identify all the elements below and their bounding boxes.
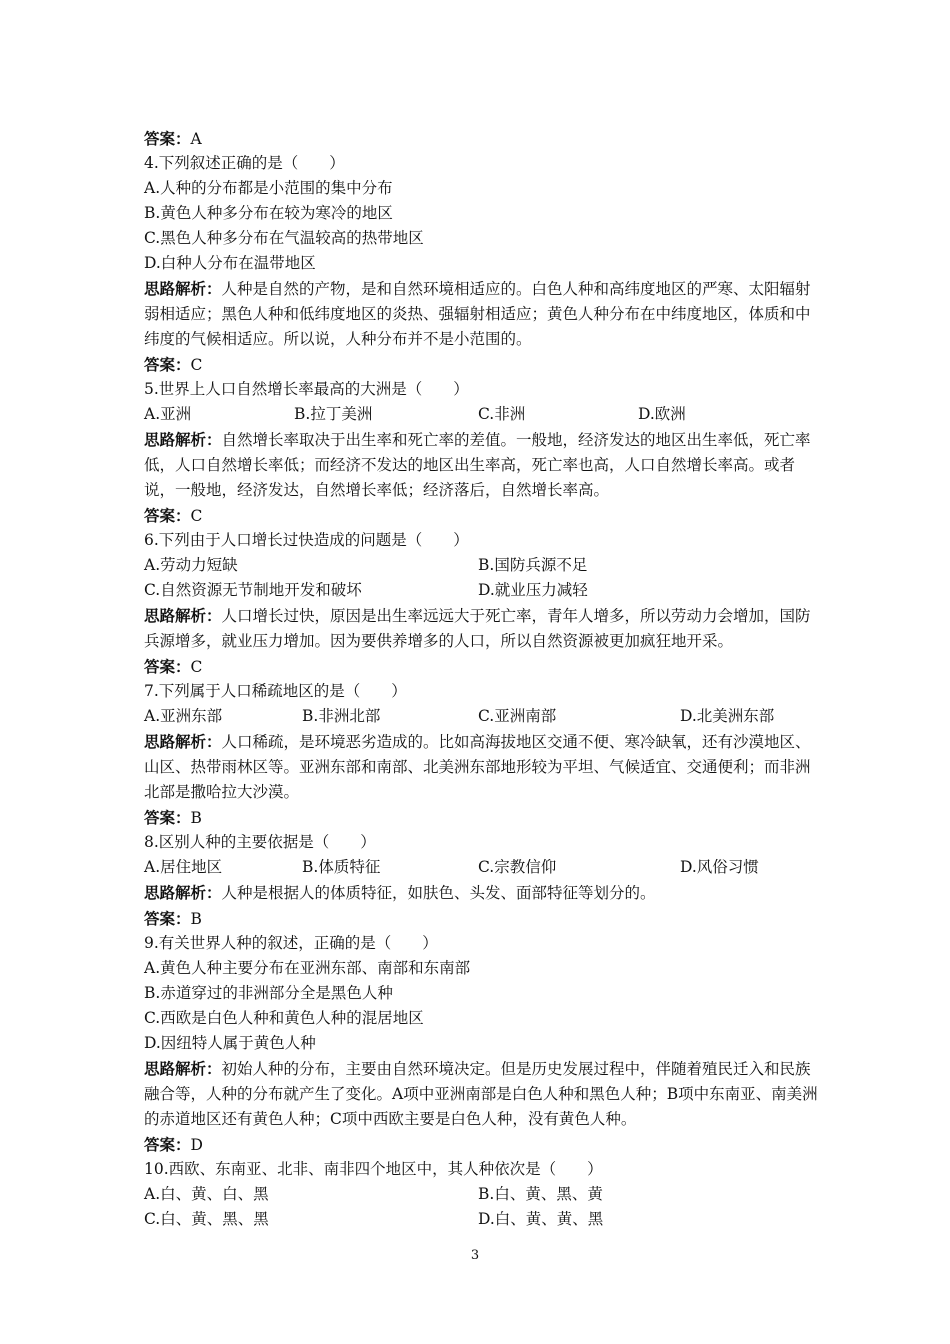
option-row	[144, 704, 824, 729]
option: B.黄色人种多分布在较为寒冷的地区	[144, 204, 393, 222]
option: B.体质特征	[302, 858, 381, 876]
option: A.劳动力短缺	[144, 556, 238, 574]
option: C.自然资源无节制地开发和破坏	[144, 581, 362, 599]
analysis: 思路解析：人种是自然的产物，是和自然环境相适应的。白色人种和高纬度地区的严寒、太阳辐射弱相适应；黑色人种和低纬度地区的炎热、强辐射相适应；黄色人种分布在中纬度地区，体质和中纬度的气候相适应。所以说，人种分布并不是小范围的。	[144, 279, 811, 348]
option: C.宗教信仰	[478, 858, 557, 876]
option-row	[144, 553, 824, 578]
question-stem: 7.下列属于人口稀疏地区的是（ ）	[144, 682, 407, 700]
option-row	[144, 578, 824, 603]
prev-answer: 答案：A	[144, 129, 202, 148]
option: A.人种的分布都是小范围的集中分布	[144, 179, 393, 197]
option: B.非洲北部	[302, 707, 381, 725]
question-stem: 10.西欧、东南亚、北非、南非四个地区中，其人种依次是（ ）	[144, 1160, 603, 1178]
option: A.黄色人种主要分布在亚洲东部、南部和东南部	[144, 959, 471, 977]
option: B.拉丁美洲	[294, 405, 373, 423]
question-stem: 9.有关世界人种的叙述，正确的是（ ）	[144, 934, 438, 952]
question-stem: 4.下列叙述正确的是（ ）	[144, 154, 345, 172]
option: B.白、黄、黑、黄	[478, 1185, 603, 1203]
answer: 答案：C	[144, 506, 203, 525]
option: D.欧洲	[638, 405, 686, 423]
analysis: 思路解析：自然增长率取决于出生率和死亡率的差值。一般地，经济发达的地区出生率低，死亡率低，人口自然增长率低；而经济不发达的地区出生率高，死亡率也高，人口自然增长率高。或者说，一般地，经济发达，自然增长率低；经济落后，自然增长率高。	[144, 430, 811, 499]
option: A.亚洲东部	[144, 707, 223, 725]
option: B.赤道穿过的非洲部分全是黑色人种	[144, 984, 393, 1002]
option: A.白、黄、白、黑	[144, 1185, 269, 1203]
option: D.就业压力减轻	[478, 581, 588, 599]
page-number: 3	[470, 1248, 480, 1263]
option: C.白、黄、黑、黑	[144, 1210, 269, 1228]
option: A.居住地区	[144, 858, 223, 876]
option: B.国防兵源不足	[478, 556, 588, 574]
analysis: 思路解析：人口增长过快，原因是出生率远远大于死亡率，青年人增多，所以劳动力会增加，国防兵源增多，就业压力增加。因为要供养增多的人口，所以自然资源被更加疯狂地开采。	[144, 606, 811, 650]
option: D.北美洲东部	[680, 707, 775, 725]
option: D.因纽特人属于黄色人种	[144, 1034, 316, 1052]
option-row	[144, 1182, 824, 1207]
option: C.黑色人种多分布在气温较高的热带地区	[144, 229, 424, 247]
option: C.西欧是白色人种和黄色人种的混居地区	[144, 1009, 424, 1027]
document-page	[144, 126, 824, 1232]
question-stem: 6.下列由于人口增长过快造成的问题是（ ）	[144, 531, 469, 549]
analysis: 思路解析：人口稀疏，是环境恶劣造成的。比如高海拔地区交通不便、寒冷缺氧，还有沙漠地区、山区、热带雨林区等。亚洲东部和南部、北美洲东部地形较为平坦、气候适宜、交通便利；而非洲北部是撒哈拉大沙漠。	[144, 732, 811, 801]
option: D.风俗习惯	[680, 858, 759, 876]
option: A.亚洲	[144, 405, 192, 423]
answer: 答案：C	[144, 657, 203, 676]
answer: 答案：B	[144, 808, 202, 827]
option: C.亚洲南部	[478, 707, 557, 725]
answer: 答案：D	[144, 1135, 203, 1154]
question-stem: 5.世界上人口自然增长率最高的大洲是（ ）	[144, 380, 469, 398]
option-row	[144, 402, 824, 427]
analysis: 思路解析：初始人种的分布，主要由自然环境决定。但是历史发展过程中，伴随着殖民迁入和民族融合等，人种的分布就产生了变化。A项中亚洲南部是白色人种和黑色人种；B项中东南亚、南美洲的赤道地区还有黄色人种；C项中西欧主要是白色人种，没有黄色人种。	[144, 1059, 818, 1128]
option: C.非洲	[478, 405, 526, 423]
answer: 答案：C	[144, 355, 203, 374]
option-row	[144, 855, 824, 880]
analysis: 思路解析：人种是根据人的体质特征，如肤色、头发、面部特征等划分的。	[144, 883, 656, 902]
answer: 答案：B	[144, 909, 202, 928]
option: D.白种人分布在温带地区	[144, 254, 316, 272]
question-stem: 8.区别人种的主要依据是（ ）	[144, 833, 376, 851]
option-row	[144, 1207, 824, 1232]
option: D.白、黄、黄、黑	[478, 1210, 604, 1228]
